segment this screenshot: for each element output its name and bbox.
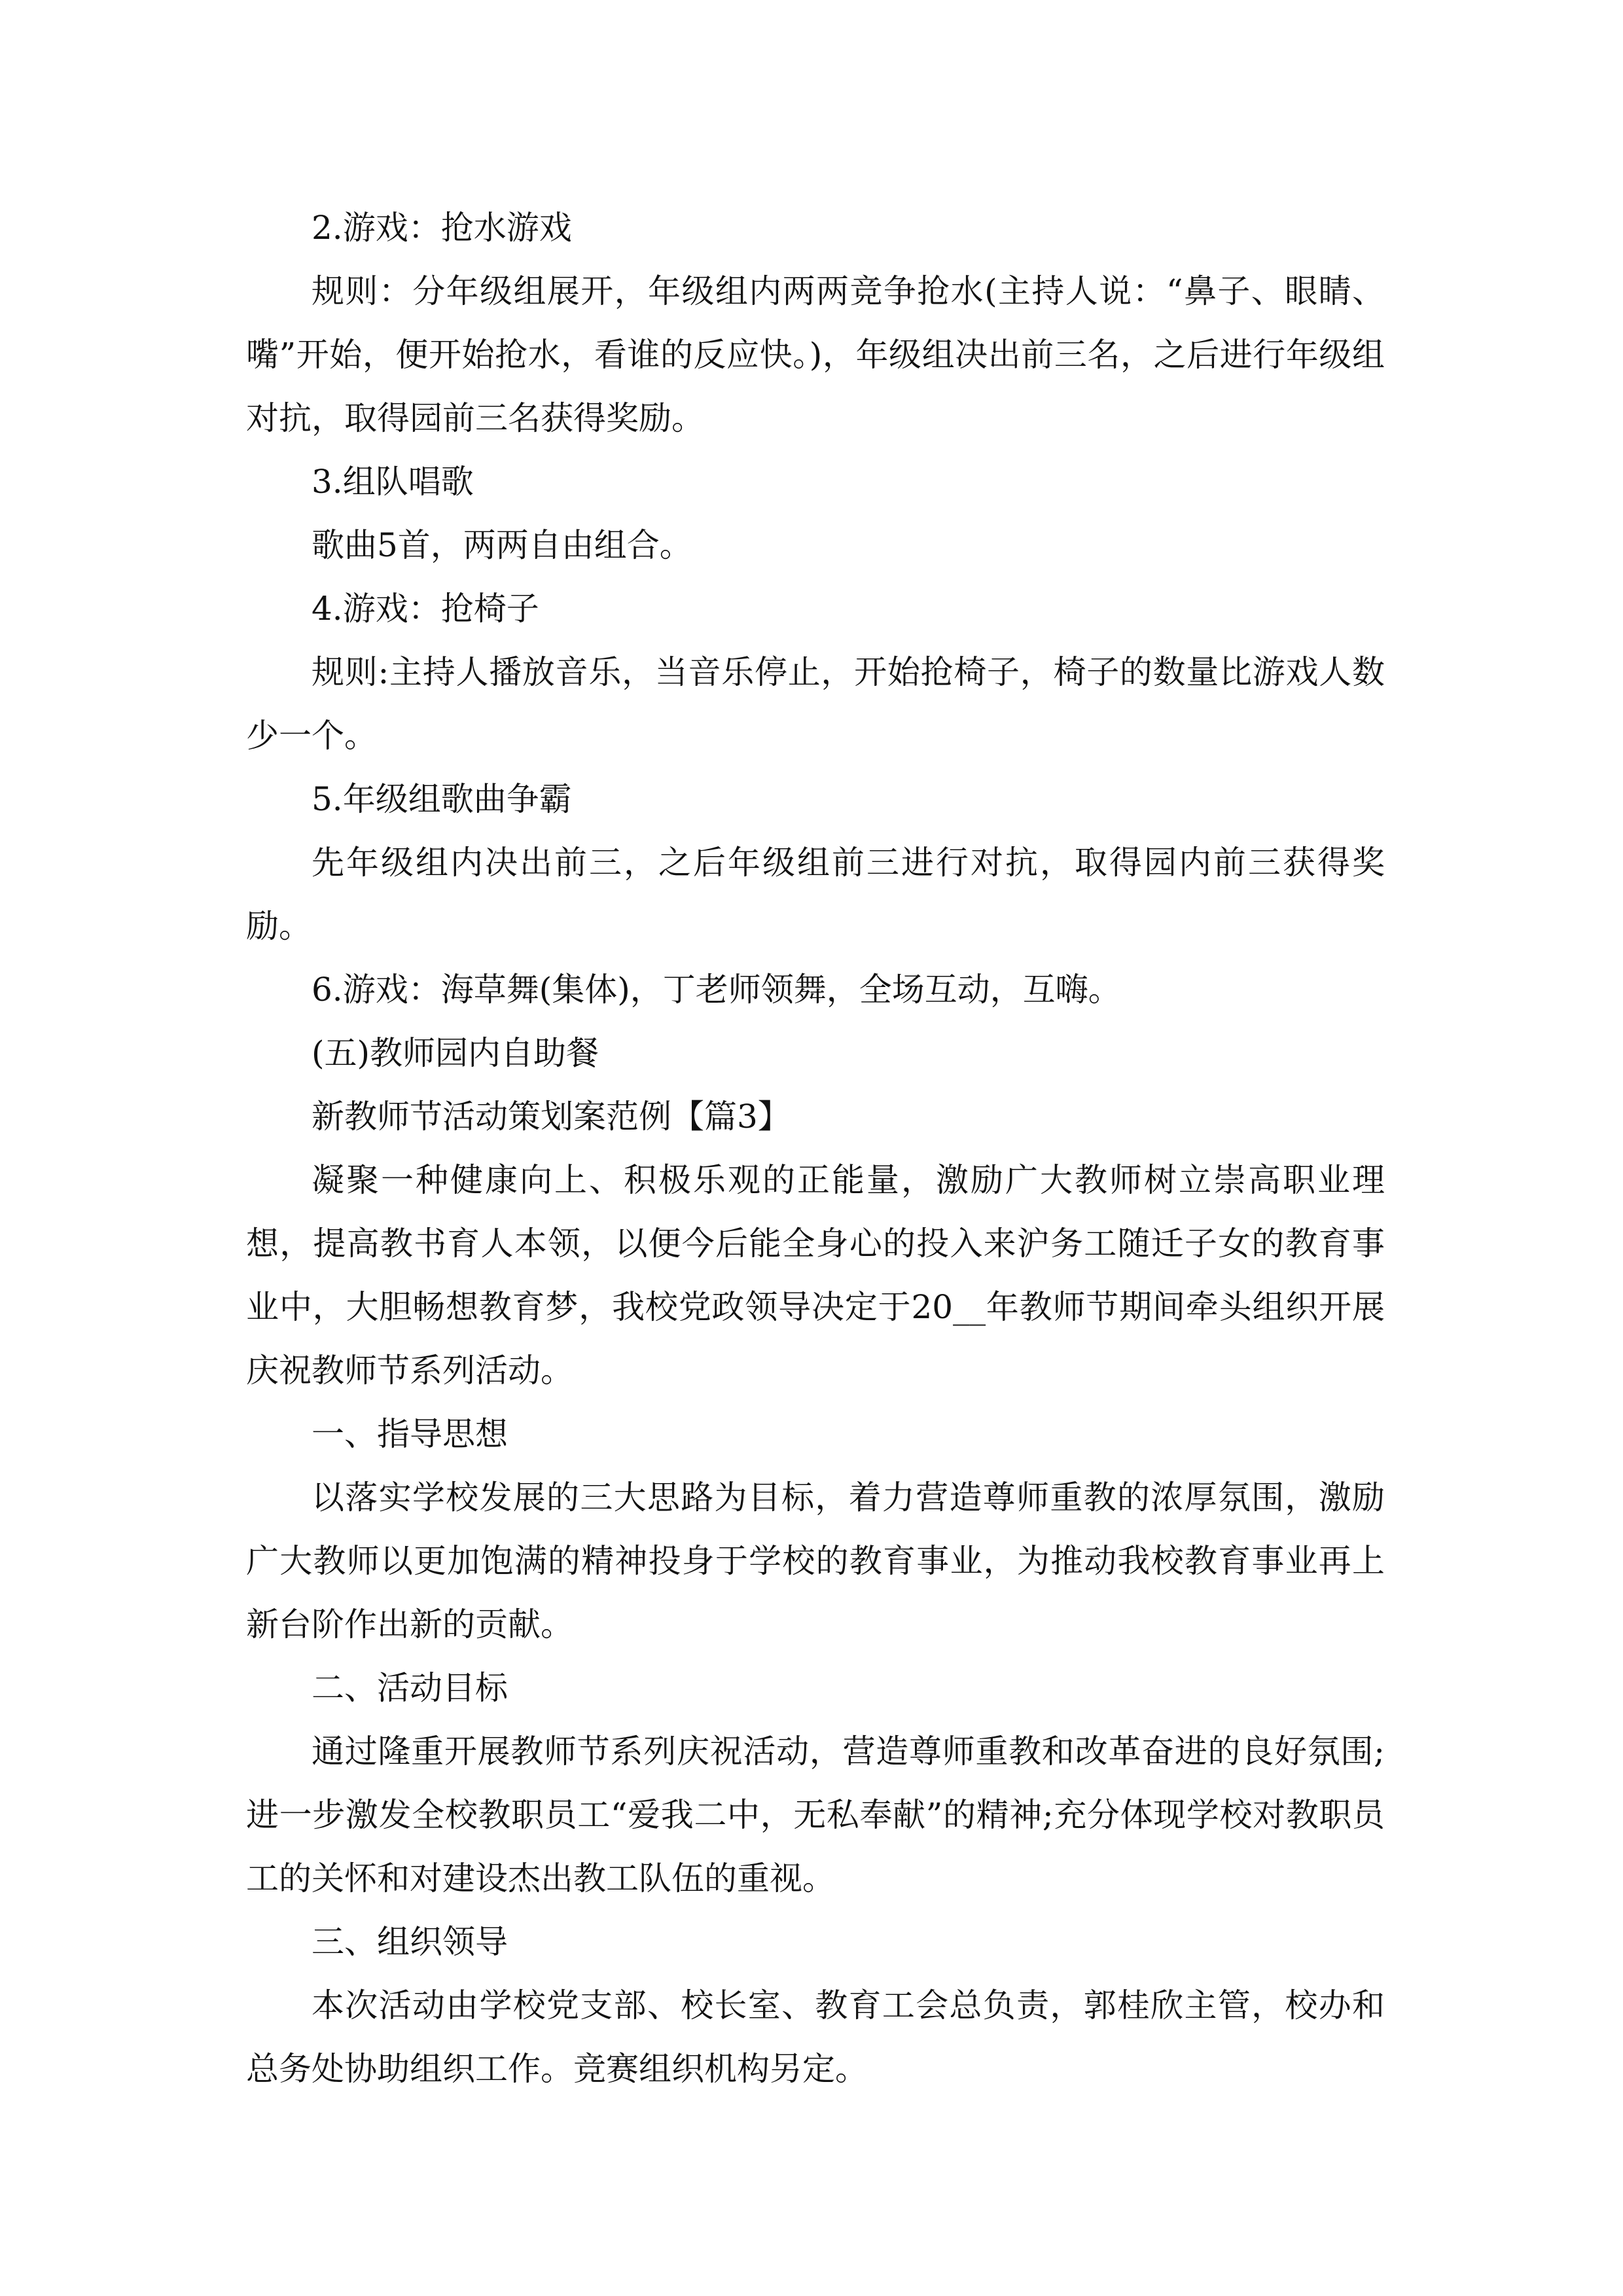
heading-game-seaweed-dance: 6.游戏：海草舞(集体)，丁老师领舞，全场互动，互嗨。: [312, 971, 1121, 1009]
text-song-contest: 先年级组内决出前三，之后年级组前三进行对抗，取得园内前三获得奖励。: [246, 844, 1385, 945]
heading-organization: 三、组织领导: [312, 1923, 508, 1961]
heading-game-water: 2.游戏：抢水游戏: [312, 209, 572, 247]
rules-game-chairs: 规则:主持人播放音乐，当音乐停止，开始抢椅子，椅子的数量比游戏人数少一个。: [246, 653, 1385, 755]
heading-activity-goals: 二、活动目标: [312, 1669, 508, 1707]
heading-team-singing: 3.组队唱歌: [312, 463, 474, 501]
section-title-part-3: 新教师节活动策划案范例【篇3】: [312, 1098, 791, 1136]
text-organization: 本次活动由学校党支部、校长室、教育工会总负责，郭桂欣主管，校办和总务处协助组织工作。竞赛组织机构另定。: [246, 1986, 1385, 2088]
heading-guiding-ideology: 一、指导思想: [312, 1415, 508, 1453]
heading-song-contest: 5.年级组歌曲争霸: [312, 780, 572, 818]
document-body: [246, 196, 1385, 2101]
text-guiding-ideology: 以落实学校发展的三大思路为目标，着力营造尊师重教的浓厚氛围，激励广大教师以更加饱满的精神投身于学校的教育事业，为推动我校教育事业再上新台阶作出新的贡献。: [246, 1479, 1385, 1643]
text-activity-goals: 通过隆重开展教师节系列庆祝活动，营造尊师重教和改革奋进的良好氛围;进一步激发全校教职员工“爱我二中，无私奉献”的精神;充分体现学校对教职员工的关怀和对建设杰出教工队伍的重视。: [246, 1732, 1385, 1897]
text-team-singing: 歌曲5首，两两自由组合。: [312, 526, 692, 564]
rules-game-water: 规则：分年级组展开，年级组内两两竞争抢水(主持人说：“鼻子、眼睛、嘴”开始，便开始抢水，看谁的反应快。)，年级组决出前三名，之后进行年级组对抗，取得园前三名获得奖励。: [246, 272, 1385, 437]
heading-game-chairs: 4.游戏：抢椅子: [312, 590, 539, 628]
intro-paragraph: 凝聚一种健康向上、积极乐观的正能量，激励广大教师树立崇高职业理想，提高教书育人本领，以便今后能全身心的投入来沪务工随迁子女的教育事业中，大胆畅想教育梦，我校党政领导决定于20__年教师节期间牵头组织开展庆祝教师节系列活动。: [246, 1161, 1385, 1390]
heading-buffet: (五)教师园内自助餐: [312, 1034, 599, 1072]
